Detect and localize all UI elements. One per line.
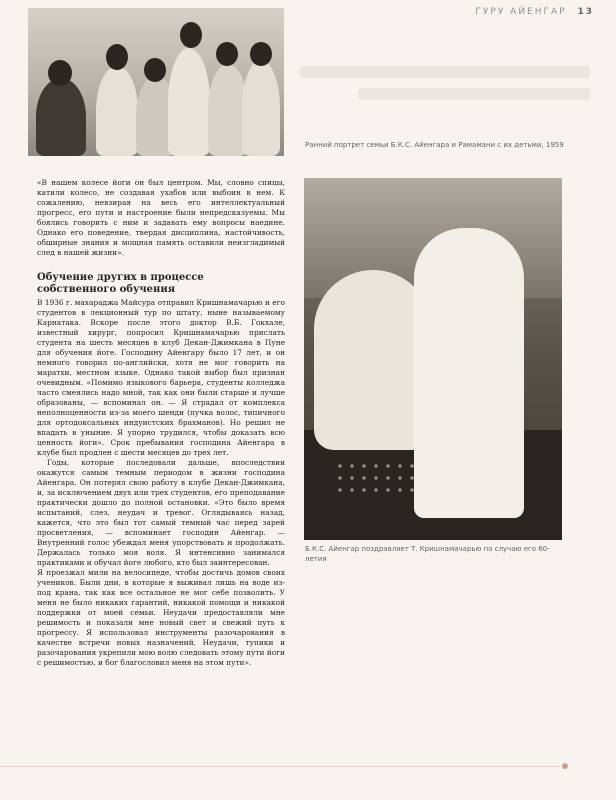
paragraph: В 1936 г. махараджа Майсура отправил Кришнамачарью и его студентов в лекционный тур по штату, ныне называемому Карнатака. Вскоре после этого доктор В.Б. Гокхале, известный хирург, попросил Кришнамачарью прислать студента на шесть месяцев в клуб Декан-Джимкана в Пуне для обучения йоге. Господину Айенгару было 17 лет, и он немного говорил по-английски, хотя не мог говорить на маратхи, местном языке. Однако такой выбор был признан очевидным. «Помимо языкового барьера, студенты колледжа часто смеялись надо мной, так как они были старше и лучше образованы, — вспоминал он. — Я страдал от комплекса неполноценности из-за моего шенди (пучка волос, типичного для ортодоксальных индуистских брахманов). Но решил не впадать в уныние. Я упорно трудился, чтобы доказать всю ценность йоги». Срок пребывания господина Айенгара в клубе был продлен с шести месяцев до трех лет.	[37, 298, 285, 457]
running-title: ГУРУ АЙЕНГАР	[475, 7, 567, 17]
footer-rule	[0, 766, 560, 767]
main-photo-caption: Б.К.С. Айенгар поздравляет Т. Кришнамачарью по случаю его 60-летия	[305, 545, 550, 563]
family-photo	[28, 8, 284, 156]
ceremony-photo	[304, 178, 562, 540]
top-photo-caption: Ранний портрет семьи Б.К.С. Айенгара и Рамамани с их детьми, 1959	[305, 141, 564, 149]
page-number: 13	[577, 7, 594, 17]
paragraph: Я проезжал мили на велосипеде, чтобы достичь домов своих учеников. Были дни, в которые я выживал лишь на воде из-под крана, так как все остальное не мог себе позволить. У меня не было никаких гарантий, никакой помощи и никакой поддержки от моей семьи. Неудачи предоставляли мне решимость и показали мне новый свет и свежий путь к прогрессу. Я использовал инструменты разочарования в качестве встречи новых назначений. Неудачи, тупики и разочарования укрепили мою волю следовать этому пути йоги с решимостью, и бог благословил меня на этом пути».	[37, 568, 285, 667]
article-column	[37, 272, 285, 668]
quote-block: «В нашем колесе йоги он был центром. Мы, словно спицы, катили колесо, не создавая ухабов или выбоин в нем. К сожалению, невзирая на весь его интеллектуальный прогресс, его пути и настроение были непредсказуемы. Мы боялись говорить с ним и задавать ему вопросы наедине. Однако его поведение, твердая дисциплина, настойчивость, обширные знания и мощная память оставили неизгладимый след в нашей жизни».	[37, 178, 285, 257]
section-heading: Обучение других в процессе собственного обучения	[37, 272, 204, 295]
paragraph: Годы, которые последовали дальше, впоследствии окажутся самым темным периодом в жизни господина Айенгара. Он потерял свою работу в клубе Декан-Джимкана, и, за исключением двух или трех студентов, его преподавание практически дошло до полной остановки. «Это было время испытаний, слез, неудач и тревог. Оглядываясь назад, кажется, что это был тот самый темный час перед зарей просветления, — вспоминает господин Айенгар. — Внутренний голос убеждал меня упорствовать и продолжать. Держалась только моя воля. Я интенсивно занимался практиками и обучал йоге любого, кто был заинтересован.	[37, 458, 285, 567]
footer-dot	[562, 763, 568, 769]
running-header	[475, 7, 594, 17]
faded-title-decoration	[300, 66, 590, 112]
